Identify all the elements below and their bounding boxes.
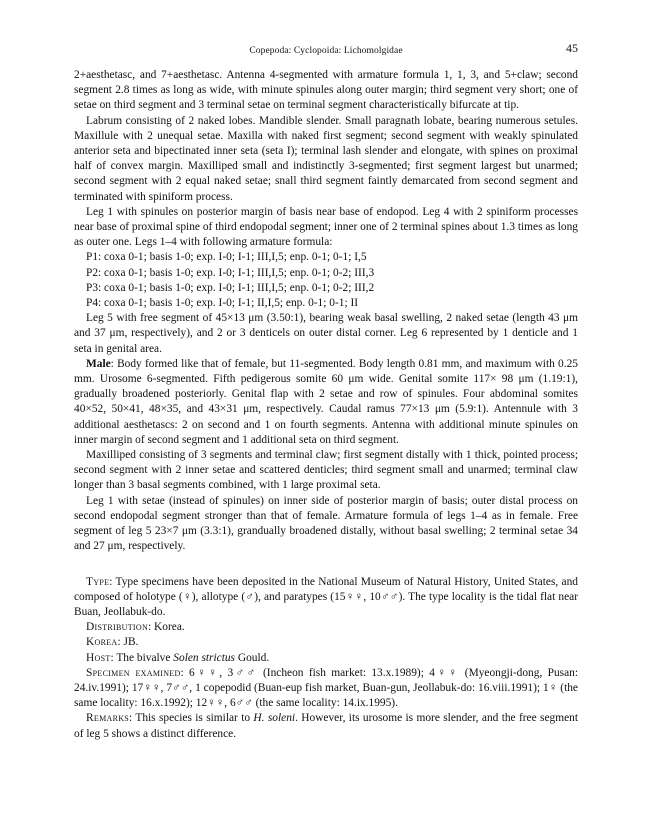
formula-line: P4: coxa 0-1; basis 1-0; exp. I-0; I-1; II,I,5; enp. 0-1; 0-1; II (86, 297, 359, 310)
paragraph-legs: Leg 1 with spinules on posterior margin of basis near base of endopod. Leg 4 with 2 spiniform processes near base of proximal spine of third endopodal segment; inner one of 2 terminal spines about 1.3 times as long as outer one. Legs 1–4 with following armature formula: (74, 205, 578, 249)
male-description: : Body formed like that of female, but 11-segmented. Body length 0.81 mm, and maximum with 0.25 mm. Urosome 6-segmented. Fifth pedigerous somite 60 μm wide. Genital somite 117× 98 μm (1.19:1), gradually broadened posteriorly. Genital flap with 2 setae and row of spinules. Four abdominal somites 40×52, 50×41, 48×35, and 43×31 μm, respectively. Caudal ramus 77×13 μm (5.9:1). Antennule with 3 additional aesthetascs: 2 on second and 1 on fourth segments. Antenna with additional minute spinules on inner margin of second segment and 1 additional seta on third segment. (74, 357, 578, 446)
running-title: Copepoda: Cyclopoida: Lichomolgidae (249, 46, 403, 56)
korea-heading: Korea (86, 636, 118, 649)
specimen-heading: Specimen examined (86, 666, 181, 679)
page-header (74, 38, 578, 68)
paragraph-male (74, 357, 578, 448)
remarks-suffix: . However, its urosome is more slender, and the free segment of leg 5 shows a distinct difference. (74, 712, 578, 740)
paragraph-type (74, 575, 578, 621)
specimen-text: : 6♀♀, 3♂♂ (Incheon fish market: 13.x.1989); 4♀♀ (Myeongji-dong, Pusan: 24.iv.1991); 17♀♀, 7♂♂, 1 copepodid (Buan-eup fish market, Buan-gun, Jeollabuk-do: 16.viii.1991); 1♀ (the same locality: 16.x.1992); 12♀♀, 6♂♂ (the same locality: 14.ix.1995). (74, 666, 578, 710)
formula-line: P3: coxa 0-1; basis 1-0; exp. I-0; I-1; III,I,5; enp. 0-1; 0-2; III,2 (86, 281, 375, 294)
korea-text: : JB. (117, 636, 139, 649)
paragraph-mouthparts: Labrum consisting of 2 naked lobes. Mandible slender. Small paragnath lobate, bearing numerous setules. Maxillule with 2 unequal setae. Maxilla with naked first segment; second segment with weakly spinulated anterior seta and bipectinated inner seta (seta I); terminal lash slender and elongate, with spines on proximal half of convex margin. Maxilliped small and indistinctly 3-segmented; first segment largest but unarmed; second segment with 2 equal naked setae; snall third segment faintly demarcated from second segment and terminated with spiniform process. (74, 114, 578, 203)
armature-formula (74, 250, 578, 311)
paragraph-host (74, 651, 578, 666)
paragraph-korea (74, 635, 578, 650)
section-gap (74, 555, 578, 575)
host-prefix: : The bivalve (110, 651, 174, 664)
document-page (74, 38, 578, 798)
formula-line: P1: coxa 0-1; basis 1-0; exp. I-0; I-1; III,I,5; enp. 0-1; 0-1; I,5 (86, 251, 367, 264)
type-heading: Type (86, 575, 110, 588)
male-heading: Male (86, 357, 111, 370)
formula-line: P2: coxa 0-1; basis 1-0; exp. I-0; I-1; III,I,5; enp. 0-1; 0-2; III,3 (86, 266, 375, 279)
remarks-heading: Remarks (86, 712, 130, 725)
paragraph-specimens (74, 666, 578, 712)
remarks-prefix: : This species is similar to (129, 712, 254, 725)
distribution-text: : Korea. (148, 621, 185, 634)
host-heading: Host (86, 651, 111, 664)
remarks-species: H. soleni (253, 712, 296, 725)
paragraph-remarks (74, 711, 578, 741)
paragraph-antenna: 2+aesthetasc, and 7+aesthetasc. Antenna 4-segmented with armature formula 1, 1, 3, and 5+claw; second segment 2.8 times as long as wide, with minute spinules along outer margin; third segment very short; one of setae on third segment and 3 terminal setae on terminal segment characteristically bifurcate at tip. (74, 69, 578, 112)
host-suffix: Gould. (235, 651, 270, 664)
page-number: 45 (566, 41, 578, 55)
paragraph-maxilliped: Maxilliped consisting of 3 segments and terminal claw; first segment distally with 1 thick, pointed process; second segment with 2 inner setae and scattered denticles; third segment small and unarmed; terminal claw longer than 3 basal segments combined, with 1 large proximal seta. (74, 449, 578, 492)
distribution-heading: Distribution (86, 621, 149, 634)
paragraph-distribution (74, 620, 578, 635)
type-text: : Type specimens have been deposited in the National Museum of Natural History, United States, and composed of holotype (♀), allotype (♂), and paratypes (15♀♀, 10♂♂). The type locality is the tidal flat near Buan, Jeollabuk-do. (74, 575, 578, 618)
paragraph-leg5: Leg 5 with free segment of 45×13 μm (3.50:1), bearing weak basal swelling, 2 naked setae (length 43 μm and 37 μm, respectively), and 2 or 3 denticels on outer distal corner. Leg 6 represented by 1 denticle and 1 seta in genital area. (74, 312, 578, 355)
host-species: Solen strictus (173, 651, 235, 664)
paragraph-male-legs: Leg 1 with setae (instead of spinules) on inner side of posterior margin of basis; outer distal process on second endopodal segment stronger than that of female. Armature formula of legs 1–4 as in female. Free segment of leg 5 23×7 μm (3.3:1), grandually broadened distally, without basal swelling; 2 terminal setae 34 and 27 μm, respectively. (74, 494, 578, 553)
